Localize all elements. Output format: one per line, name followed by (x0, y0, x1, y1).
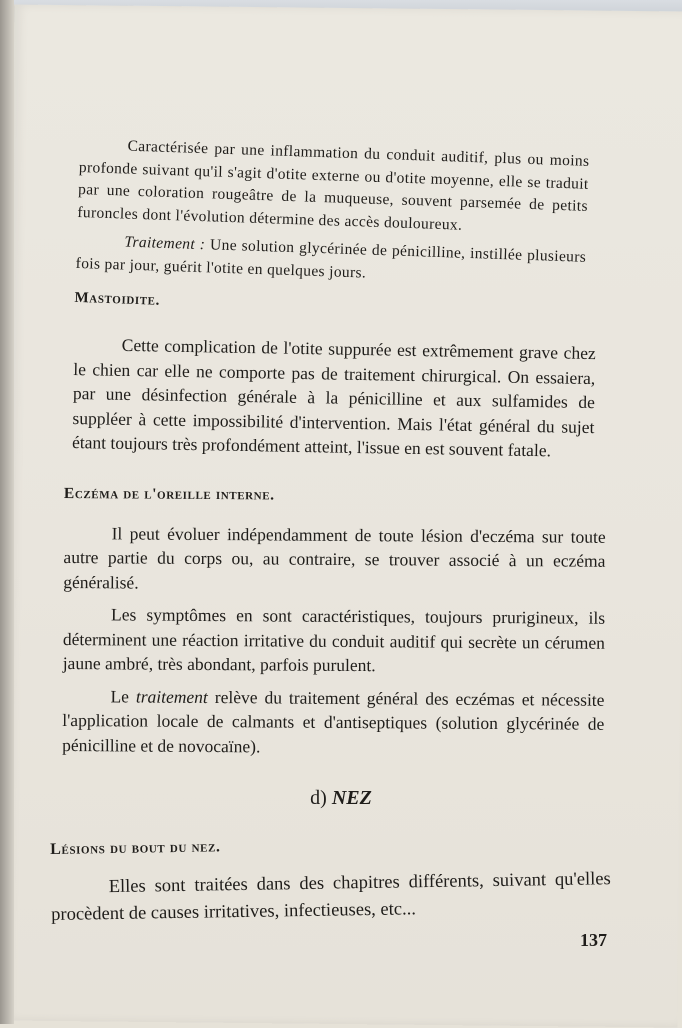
page-number: 137 (580, 930, 607, 950)
heading-eczema: Eczéma de l'oreille interne. (63, 484, 275, 504)
paragraph-mastoidite: Cette complication de l'otite suppurée est extrêmement grave chez le chien car elle ne comporte pas de traitement chirurgical. On essaiera, par une désinfection générale à la pénicilline et aux sulfamides de suppléer à cette impossibilité d'intervention. Mais l'état général du sujet étant toujours très profondément atteint, l'issue en est souvent fatale. (71, 334, 596, 461)
heading-mastoidite: Mastoidite. (74, 289, 161, 309)
eczema-p3-after: relève du traitement général des eczémas et nécessite l'application locale de calmants et d'antiseptiques (solution glycérinée de pénicilline et de novocaïne). (62, 686, 605, 756)
eczema-traitement-emphasis: traitement (135, 686, 208, 707)
section-title: NEZ (331, 787, 372, 809)
page-gutter-shadow (0, 0, 14, 1024)
section-prefix: d) (310, 787, 327, 809)
traitement-text: Une solution glycérinée de pénicilline, instillée plusieurs fois par jour, guérit l'otite en quelques jours. (75, 236, 587, 282)
traitement-label: Traitement : (124, 233, 206, 254)
paragraph-lesions: Elles sont traitées dans des chapitres différents, suivant qu'elles procèdent de causes irritatives, infectieuses, etc... (51, 868, 611, 925)
mastoidite-block (72, 332, 596, 464)
section-heading-nez (0, 787, 682, 810)
paragraph-otite: Caractérisée par une inflammation du conduit auditif, plus ou moins profonde suivant qu'il s'agit d'otite externe ou d'otite moyenne, elle se traduit par une coloration rougeâtre de la muqueuse, souvent parsemée de petits furoncles dont l'évolution détermine des accès douloureux. (77, 137, 590, 234)
upper-text-block (74, 134, 590, 326)
eczema-block (62, 482, 606, 761)
paragraph-traitement-otite (75, 230, 586, 292)
heading-lesions: Lésions du bout du nez. (50, 838, 221, 858)
eczema-p3-before: Le (110, 685, 136, 707)
paragraph-eczema-3 (62, 683, 604, 760)
lesions-block (50, 829, 611, 928)
paragraph-eczema-2: Les symptômes en sont caractéristiques, toujours prurigineux, ils déterminent une réaction irritative du conduit auditif qui secrète un cérumen jaune ambré, très abondant, parfois purulent. (62, 604, 606, 676)
paragraph-eczema-1: Il peut évoluer indépendamment de toute lésion d'eczéma sur toute autre partie du corps ou, au contraire, se trouver associé à un eczéma généralisé. (63, 522, 606, 593)
